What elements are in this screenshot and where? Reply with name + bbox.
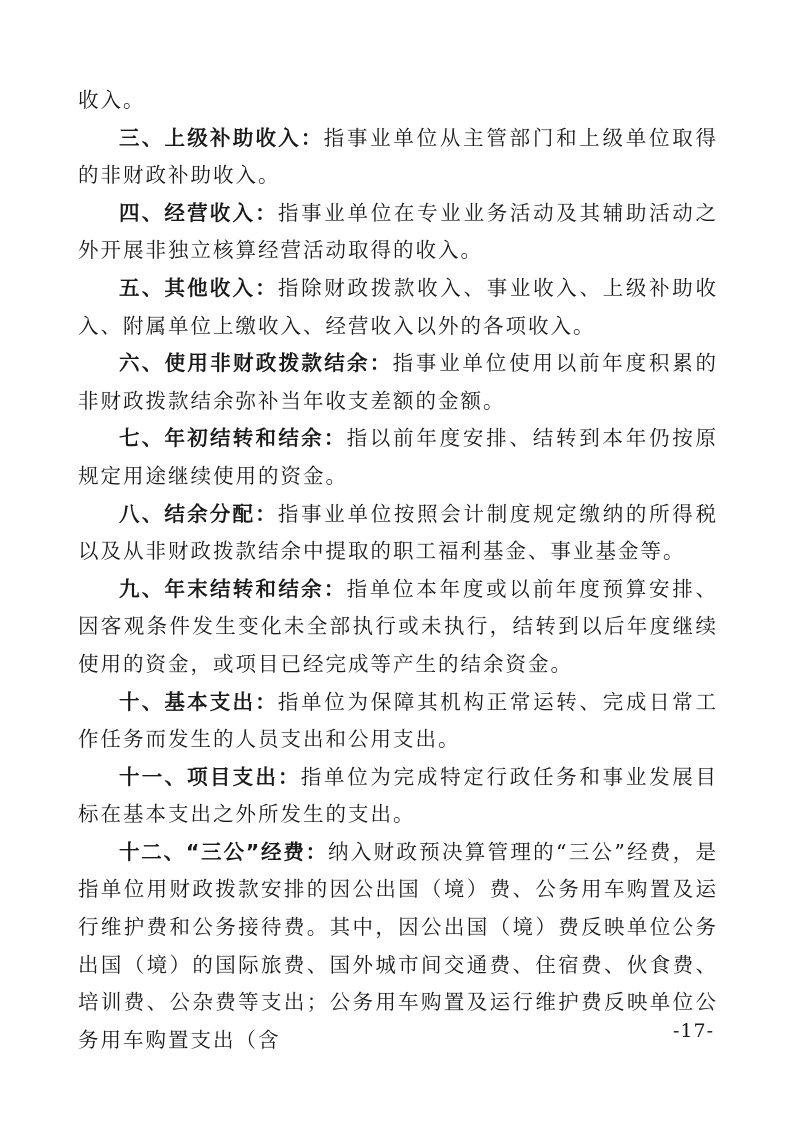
body-text: [78, 82, 718, 1059]
term-heading: 九、年末结转和结余：: [119, 576, 347, 601]
term-heading: 四、经营收入：: [119, 200, 278, 225]
term-heading: 十二、“三公”经费：: [119, 839, 328, 864]
paragraph-body: 指事业单位在专业业务活动及其辅助活动之外开展非独立核算经营活动取得的收入。: [78, 200, 719, 263]
paragraph-non-fiscal-surplus-use: [78, 345, 718, 420]
paragraph-body: 纳入财政预决算管理的“三公”经费，是指单位用财政拨款安排的因公出国（境）费、公务用车购置及运行维护费和公务接待费。其中，因公出国（境）费反映单位公务出国（境）的国际旅费、国外城市间交通费、住宿费、伙食费、培训费、公杂费等支出；公务用车购置及运行维护费反映单位公务用车购置支出（含: [78, 839, 718, 1052]
paragraph-ending-carryover: [78, 571, 718, 684]
paragraph-operating-income: [78, 195, 718, 270]
paragraph-body: 指除财政拨款收入、事业收入、上级补助收入、附属单位上缴收入、经营收入以外的各项收入。: [78, 275, 719, 338]
paragraph-other-income: [78, 270, 718, 345]
term-heading: 十、基本支出：: [119, 689, 278, 714]
page-number: -17-: [672, 1020, 714, 1042]
term-heading: 十一、项目支出：: [119, 764, 301, 789]
paragraph-superior-subsidy-income: [78, 120, 718, 195]
paragraph-body: 指事业单位按照会计制度规定缴纳的所得税以及从非财政拨款结余中提取的职工福利基金、事业基金等。: [78, 501, 719, 564]
term-heading: 八、结余分配：: [119, 501, 278, 526]
paragraph-body: 指事业单位使用以前年度积累的非财政拨款结余弥补当年收支差额的金额。: [78, 351, 719, 413]
paragraph-body: 指单位本年度或以前年度预算安排、因客观条件发生变化未全部执行或未执行，结转到以后年度继续使用的资金，或项目已经完成等产生的结余资金。: [78, 576, 719, 676]
paragraph-three-public-expenses: [78, 834, 718, 1060]
paragraph-beginning-carryover: [78, 420, 718, 495]
term-heading: 三、上级补助收入：: [119, 125, 324, 150]
paragraph-body: 指以前年度安排、结转到本年仍按原规定用途继续使用的资金。: [78, 426, 719, 488]
term-heading: 六、使用非财政拨款结余：: [119, 351, 393, 376]
paragraph-body: 指事业单位从主管部门和上级单位取得的非财政补助收入。: [78, 125, 719, 188]
paragraph-body: 收入。: [78, 88, 146, 112]
paragraph-project-expenditure: [78, 759, 718, 834]
term-heading: 五、其他收入：: [119, 275, 278, 300]
paragraph-body: 指单位为保障其机构正常运转、完成日常工作任务而发生的人员支出和公用支出。: [78, 689, 719, 752]
paragraph-continuation: [78, 82, 718, 120]
paragraph-basic-expenditure: [78, 684, 718, 759]
paragraph-surplus-distribution: [78, 496, 718, 571]
term-heading: 七、年初结转和结余：: [119, 426, 347, 451]
paragraph-body: 指单位为完成特定行政任务和事业发展目标在基本支出之外所发生的支出。: [78, 764, 719, 827]
